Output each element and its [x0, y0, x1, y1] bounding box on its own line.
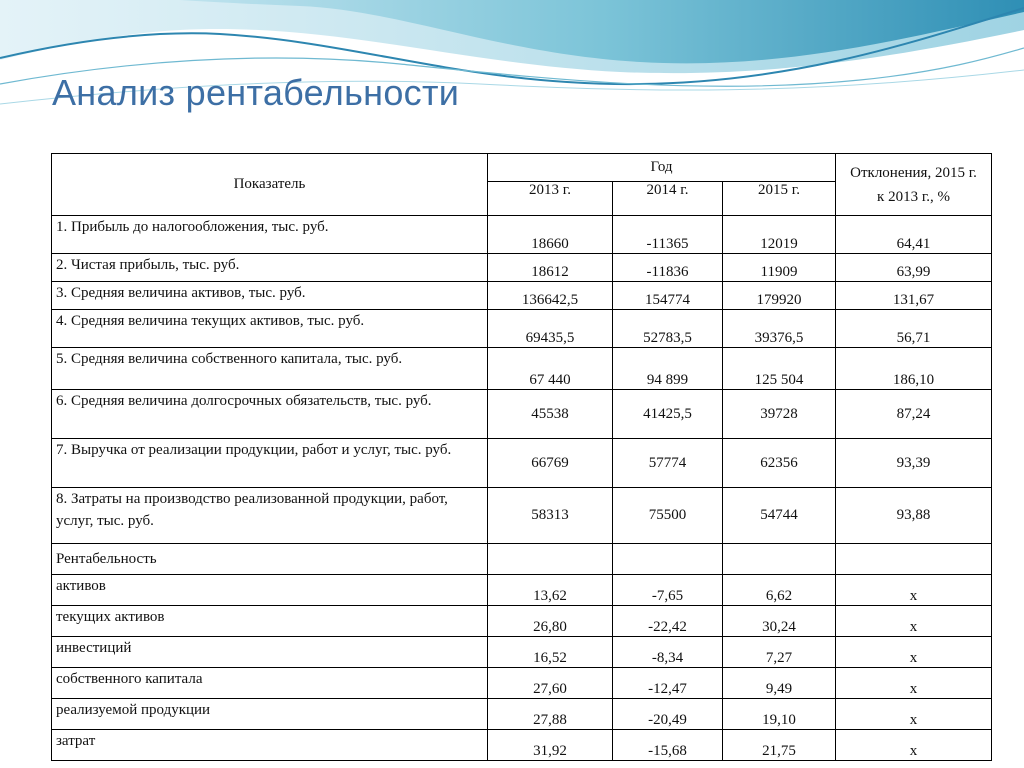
- cell-2015: 39728: [723, 390, 836, 439]
- cell-2014: -11836: [613, 254, 723, 282]
- cell-deviation: [836, 544, 992, 575]
- table-row-section: [52, 544, 992, 575]
- row-label: инвестиций: [52, 637, 488, 668]
- cell-deviation: 63,99: [836, 254, 992, 282]
- header-year-2015: 2015 г.: [723, 182, 836, 216]
- cell-2013: [488, 544, 613, 575]
- cell-2015: 30,24: [723, 606, 836, 637]
- cell-deviation: 56,71: [836, 310, 992, 348]
- cell-deviation: 64,41: [836, 216, 992, 254]
- header-deviation: [836, 154, 992, 216]
- table-row: [52, 575, 992, 606]
- header-year-2014: 2014 г.: [613, 182, 723, 216]
- cell-deviation: x: [836, 606, 992, 637]
- row-label: 7. Выручка от реализации продукции, работ и услуг, тыс. руб.: [52, 439, 488, 488]
- cell-2014: 94 899: [613, 348, 723, 390]
- row-label: 4. Средняя величина текущих активов, тыс. руб.: [52, 310, 488, 348]
- table-row: [52, 282, 992, 310]
- cell-deviation: x: [836, 730, 992, 761]
- header-deviation-line2: к 2013 г., %: [877, 188, 951, 205]
- table-row: [52, 637, 992, 668]
- cell-2014: -8,34: [613, 637, 723, 668]
- cell-2014: -11365: [613, 216, 723, 254]
- table-row: [52, 606, 992, 637]
- table-row: [52, 348, 992, 390]
- cell-2014: 75500: [613, 488, 723, 544]
- cell-deviation: x: [836, 637, 992, 668]
- table-row: [52, 216, 992, 254]
- cell-2013: 58313: [488, 488, 613, 544]
- cell-2015: 6,62: [723, 575, 836, 606]
- row-label: 8. Затраты на производство реализованной продукции, работ, услуг, тыс. руб.: [52, 488, 488, 544]
- page-title: Анализ рентабельности: [52, 72, 460, 113]
- row-label: затрат: [52, 730, 488, 761]
- cell-2013: 27,88: [488, 699, 613, 730]
- cell-2013: 27,60: [488, 668, 613, 699]
- cell-2015: 54744: [723, 488, 836, 544]
- cell-2015: 21,75: [723, 730, 836, 761]
- table-row: [52, 254, 992, 282]
- cell-2013: 16,52: [488, 637, 613, 668]
- cell-2013: 69435,5: [488, 310, 613, 348]
- header-year-group: Год: [488, 154, 836, 182]
- cell-2014: -12,47: [613, 668, 723, 699]
- cell-2013: 13,62: [488, 575, 613, 606]
- row-label: 2. Чистая прибыль, тыс. руб.: [52, 254, 488, 282]
- cell-2015: 39376,5: [723, 310, 836, 348]
- cell-2014: -20,49: [613, 699, 723, 730]
- header-deviation-line1: Отклонения, 2015 г.: [850, 164, 977, 181]
- table-row: [52, 730, 992, 761]
- row-label: 1. Прибыль до налогообложения, тыс. руб.: [52, 216, 488, 254]
- cell-2015: 7,27: [723, 637, 836, 668]
- cell-2013: 66769: [488, 439, 613, 488]
- cell-deviation: 93,39: [836, 439, 992, 488]
- cell-deviation: x: [836, 575, 992, 606]
- table-row: [52, 439, 992, 488]
- table-row: [52, 310, 992, 348]
- cell-2015: 62356: [723, 439, 836, 488]
- cell-deviation: 131,67: [836, 282, 992, 310]
- cell-2013: 31,92: [488, 730, 613, 761]
- cell-deviation: 93,88: [836, 488, 992, 544]
- cell-2015: 19,10: [723, 699, 836, 730]
- row-label: реализуемой продукции: [52, 699, 488, 730]
- table-row: [52, 488, 992, 544]
- cell-2013: 45538: [488, 390, 613, 439]
- table-header-row: [52, 154, 992, 182]
- cell-2015: 179920: [723, 282, 836, 310]
- cell-2014: 154774: [613, 282, 723, 310]
- cell-2014: 41425,5: [613, 390, 723, 439]
- row-label: текущих активов: [52, 606, 488, 637]
- cell-2015: 9,49: [723, 668, 836, 699]
- row-label: собственного капитала: [52, 668, 488, 699]
- cell-deviation: 186,10: [836, 348, 992, 390]
- cell-deviation: x: [836, 668, 992, 699]
- cell-2015: 125 504: [723, 348, 836, 390]
- table-row: [52, 668, 992, 699]
- row-label: 3. Средняя величина активов, тыс. руб.: [52, 282, 488, 310]
- cell-2014: 52783,5: [613, 310, 723, 348]
- cell-2015: [723, 544, 836, 575]
- cell-2014: -7,65: [613, 575, 723, 606]
- cell-2014: -15,68: [613, 730, 723, 761]
- profitability-table: [51, 153, 992, 761]
- header-indicator: Показатель: [52, 154, 488, 216]
- table-row: [52, 699, 992, 730]
- cell-2013: 67 440: [488, 348, 613, 390]
- row-label: 6. Средняя величина долгосрочных обязательств, тыс. руб.: [52, 390, 488, 439]
- row-label: активов: [52, 575, 488, 606]
- row-label: 5. Средняя величина собственного капитала, тыс. руб.: [52, 348, 488, 390]
- cell-2013: 18660: [488, 216, 613, 254]
- section-label: Рентабельность: [52, 544, 488, 575]
- cell-2015: 11909: [723, 254, 836, 282]
- header-year-2013: 2013 г.: [488, 182, 613, 216]
- cell-2014: 57774: [613, 439, 723, 488]
- cell-deviation: 87,24: [836, 390, 992, 439]
- cell-2013: 18612: [488, 254, 613, 282]
- cell-2013: 136642,5: [488, 282, 613, 310]
- cell-2014: -22,42: [613, 606, 723, 637]
- cell-2014: [613, 544, 723, 575]
- cell-2015: 12019: [723, 216, 836, 254]
- cell-2013: 26,80: [488, 606, 613, 637]
- table-row: [52, 390, 992, 439]
- cell-deviation: x: [836, 699, 992, 730]
